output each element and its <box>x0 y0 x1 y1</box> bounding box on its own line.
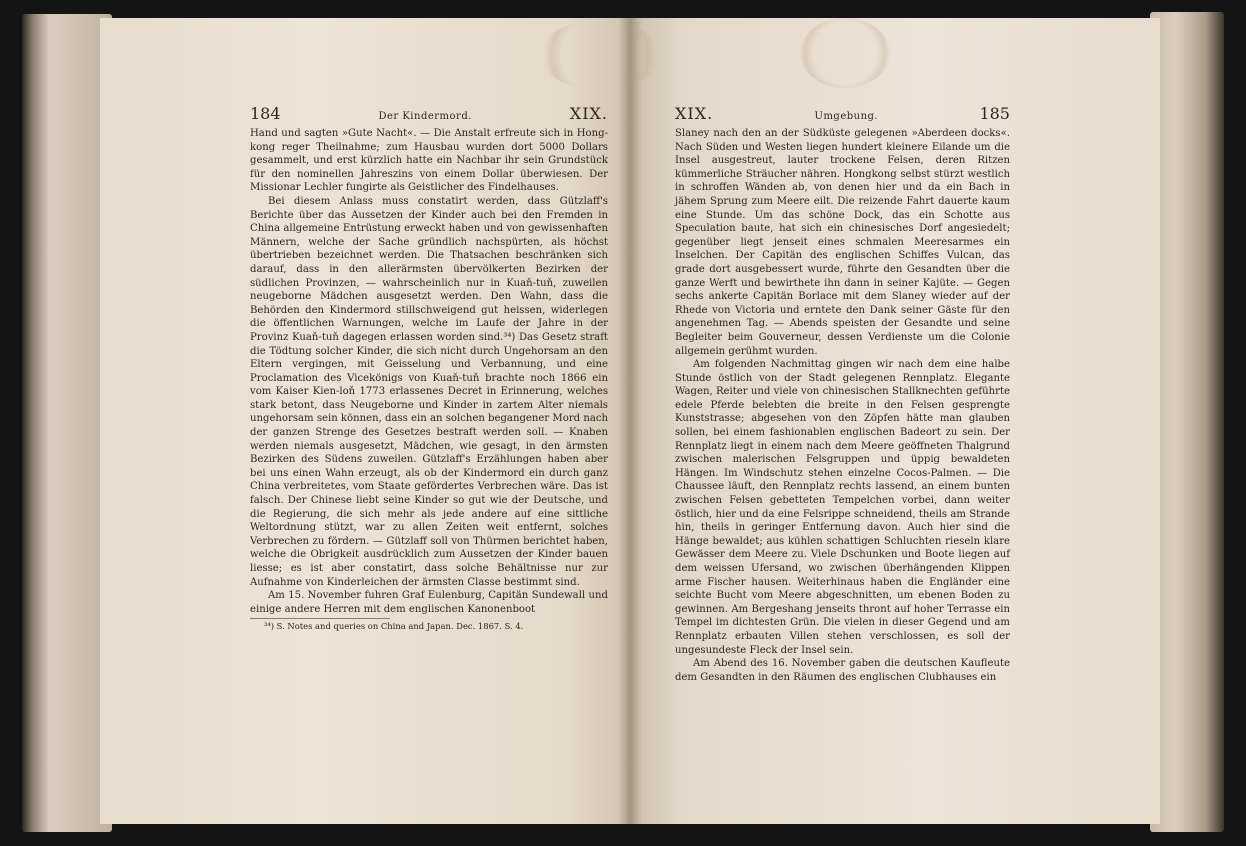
right-page-number: 185 <box>979 104 1010 123</box>
footnote: ³⁴) S. Notes and queries on China and Japan. Dec. 1867. S. 4. <box>264 621 524 632</box>
footnote-rule <box>250 618 390 619</box>
right-chapter-number: XIX. <box>675 104 714 123</box>
paragraph: Am folgenden Nachmittag gingen wir nach dem eine halbe Stunde östlich von der Stadt gelegenen Rennplatz. Elegante Wagen, Reiter und viele von chinesischen Stallknechten geführte edele Pferde belebten die breite in den Felsen gesprengte Kunststrasse; abgesehen von den Zöpfen hätte man glauben sollen, bei einem fashionablen englischen Badeort zu sein. Der Rennplatz liegt in einem nach dem Meere geöffneten Thalgrund zwischen malerischen Felsgruppen und üppig bewaldeten Hängen. Im Windschutz stehen einzelne Cocos-Palmen. — Die Chaussee läuft, den Rennplatz rechts lassend, an einem bunten zwischen Felsen gebetteten Tempelchen vorbei, dann weiter östlich, hier und da eine Felsrippe schneidend, theils am Strande hin, theils in geringer Entfernung davon. Auch hier sind die Hänge bewaldet; aus kühlen schattigen Schluchten rieseln klare Gewässer dem Meere zu. Viele Dschunken und Boote liegen auf dem weissen Ufersand, wo zwischen überhängenden Klippen arme Fischer hausen. Weiterhinaus haben die Engländer eine seichte Bucht vom Meere abgeschnitten, um ebenen Boden zu gewinnen. Am Bergeshang jenseits thront auf hoher Terrasse ein Tempel im dichtesten Grün. Die vielen in dieser Gegend und am Rennplatz erbauten Villen stehen verschlossen, es soll der ungesundeste Fleck der Insel sein. <box>675 359 1010 656</box>
left-page <box>100 18 630 824</box>
book-gutter <box>618 18 642 824</box>
left-page-number: 184 <box>250 104 281 123</box>
water-stain <box>800 18 890 88</box>
left-body-text <box>250 127 608 616</box>
page-edges-left <box>22 14 112 832</box>
water-stain <box>540 20 660 90</box>
right-running-head: Umgebung. <box>814 111 879 122</box>
paragraph: Am Abend des 16. November gaben die deutschen Kaufleute dem Gesandten in den Räumen des englischen Clubhauses ein <box>675 658 1010 683</box>
right-page <box>630 18 1160 824</box>
left-page-header <box>250 104 608 123</box>
paragraph: Am 15. November fuhren Graf Eulenburg, Capitän Sundewall und einige andere Herren mit dem englischen Kanonenboot <box>250 590 608 615</box>
left-chapter-number: XIX. <box>569 104 608 123</box>
paragraph: Bei diesem Anlass muss constatirt werden, dass Gützlaff's Berichte über das Aussetzen der Kinder auch bei den Fremden in China allgemeine Entrüstung erweckt haben und von gewissenhaften Männern, welche der Sache gründlich nachspürten, als höchst übertrieben bezeichnet werden. Die Thatsachen beschränken sich darauf, dass in den allerärmsten übervölkerten Bezirken der südlichen Provinzen, — wahrscheinlich nur in Kuaň-tuň, zuweilen neugeborne Mädchen ausgesetzt werden. Den Wahn, dass die Behörden den Kindermord stillschweigend gut heissen, widerlegen die öffentlichen Warnungen, welche im Laufe der Jahre in der Provinz Kuaň-tuň dagegen erlassen worden sind.³⁴) Das Gesetz straft die Tödtung solcher Kinder, die sich nicht durch Ungehorsam an den Eltern vergingen, mit Geisselung und Verbannung, und eine Proclamation des Vicekönigs von Kuaň-tuň brachte noch 1866 ein vom Kaiser Kien-loň 1773 erlassenes Decret in Erinnerung, welches stark betont, dass Neugeborne und Kinder in zartem Alter niemals ungehorsam sein können, dass ein an solchen begangener Mord nach der ganzen Strenge des Gesetzes bestraft werden soll. — Knaben werden niemals ausgesetzt, Mädchen, wie gesagt, in den ärmsten Bezirken des Südens zuweilen. Gützlaff's Erzählungen haben aber bei uns einen Wahn erzeugt, als ob der Kindermord ein durch ganz China verbreitetes, vom Staate gefördertes Verbrechen wäre. Das ist falsch. Der Chinese liebt seine Kinder so gut wie der Deutsche, und die Regierung, die sich mehr als jede andere auf eine sittliche Weltordnung stützt, war zu allen Zeiten weit entfernt, solches Verbrechen zu fördern. — Gützlaff soll von Thürmen berichtet haben, welche die Obrigkeit ausdrücklich zum Aussetzen der Kinder bauen liesse; es ist aber constatirt, dass solche Behältnisse nur zur Aufnahme von Kinderleichen der ärmsten Classe bestimmt sind. <box>250 195 608 588</box>
paragraph: Slaney nach den an der Südküste gelegenen »Aberdeen docks«. Nach Süden und Westen liegen hundert kleinere Eilande um die Insel ausgestreut, lauter trockene Felsen, deren Ritzen kümmerliche Sträucher nähren. Hongkong selbst stürzt westlich in schroffen Wänden ab, von denen hier und da ein Bach in jähem Sprung zum Meere eilt. Die reizende Fahrt dauerte kaum eine Stunde. Um das schöne Dock, das ein Schotte aus Speculation baute, hat sich ein chinesisches Dorf angesiedelt; gegenüber liegt jenseit eines schmalen Meeresarmes ein Inselchen. Der Capitän des englischen Schiffes Vulcan, das grade dort ausgebessert wurde, führte den Gesandten über die ganze Werft und bewirthete ihn dann in seiner Kajüte. — Gegen sechs ankerte Capitän Borlace mit dem Slaney wieder auf der Rhede von Victoria und erntete den Dank seiner Gäste für den angenehmen Tag. — Abends speisten der Gesandte und seine Begleiter beim Gouverneur, dessen Verdienste um die Colonie allgemein gerühmt wurden. <box>675 128 1010 357</box>
right-page-header <box>675 104 1010 123</box>
right-body-text <box>675 127 1010 684</box>
paragraph: Hand und sagten »Gute Nacht«. — Die Anstalt erfreute sich in Hong-kong reger Theilnahme; zum Hausbau wurden dort 5000 Dollars gesammelt, und erst kürzlich hatte ein Nachbar ihr sein Grundstück für den nominellen Jahreszins von einem Dollar überwiesen. Der Missionar Lechler fungirte als Geistlicher des Findelhauses. <box>250 128 608 194</box>
left-running-head: Der Kindermord. <box>378 111 472 122</box>
page-edges-right <box>1150 12 1224 832</box>
